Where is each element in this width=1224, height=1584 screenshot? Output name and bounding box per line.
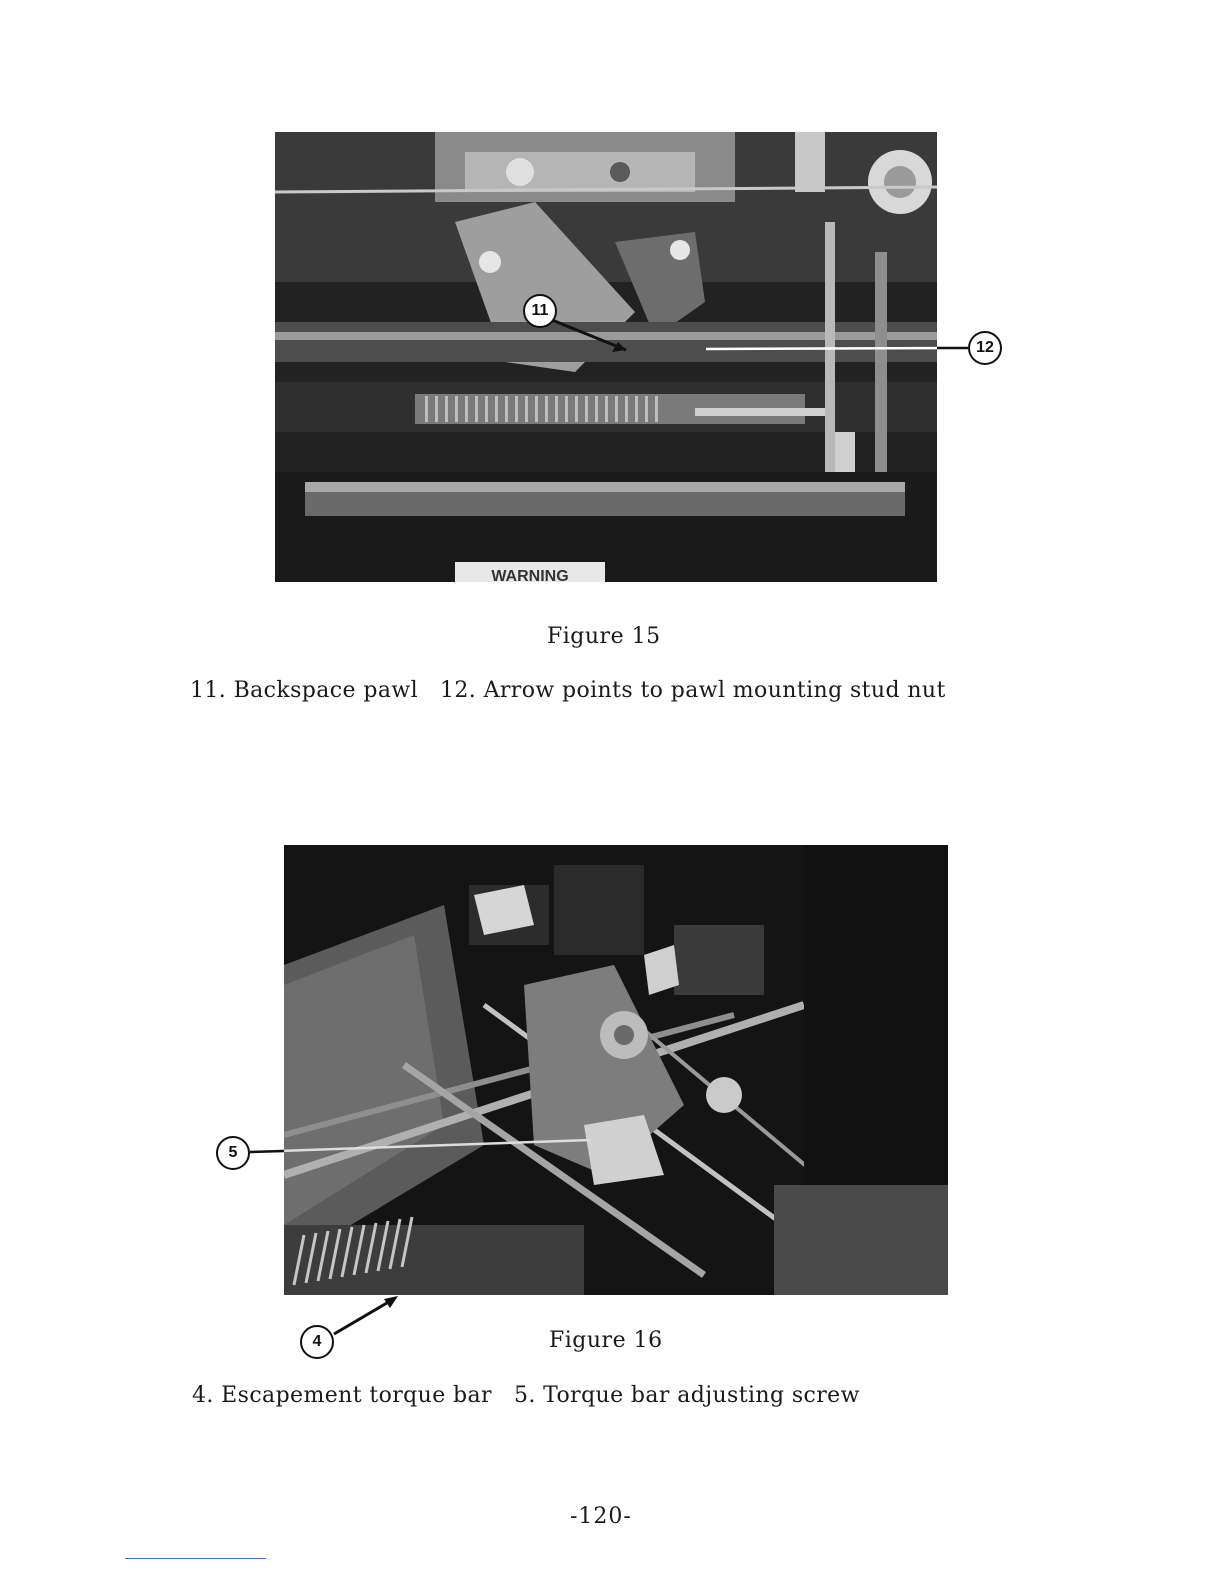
- page-number: -120-: [570, 1504, 632, 1529]
- figure-16-photo: [284, 845, 948, 1295]
- figure-16-title: Figure 16: [549, 1328, 663, 1353]
- callout-12: 12: [968, 331, 1002, 365]
- figure-15-photo: [275, 132, 937, 582]
- figure-16-legend: [192, 1383, 860, 1408]
- legend-item: 12. Arrow points to pawl mounting stud nut: [440, 678, 946, 703]
- callout-4: 4: [300, 1325, 334, 1359]
- figure-15-legend: [190, 678, 946, 703]
- legend-item: 11. Backspace pawl: [190, 678, 419, 703]
- figure-16-mechanism: [284, 845, 948, 1295]
- legend-item: 5. Torque bar adjusting screw: [513, 1383, 860, 1408]
- figure-15-mechanism: [275, 132, 937, 582]
- callout-5: 5: [216, 1136, 250, 1170]
- callout-11: 11: [523, 294, 557, 328]
- warning-label: WARNING: [491, 568, 569, 582]
- figure-15-title: Figure 15: [547, 624, 661, 649]
- footer-rule: [125, 1558, 266, 1559]
- legend-item: 4. Escapement torque bar: [192, 1383, 492, 1408]
